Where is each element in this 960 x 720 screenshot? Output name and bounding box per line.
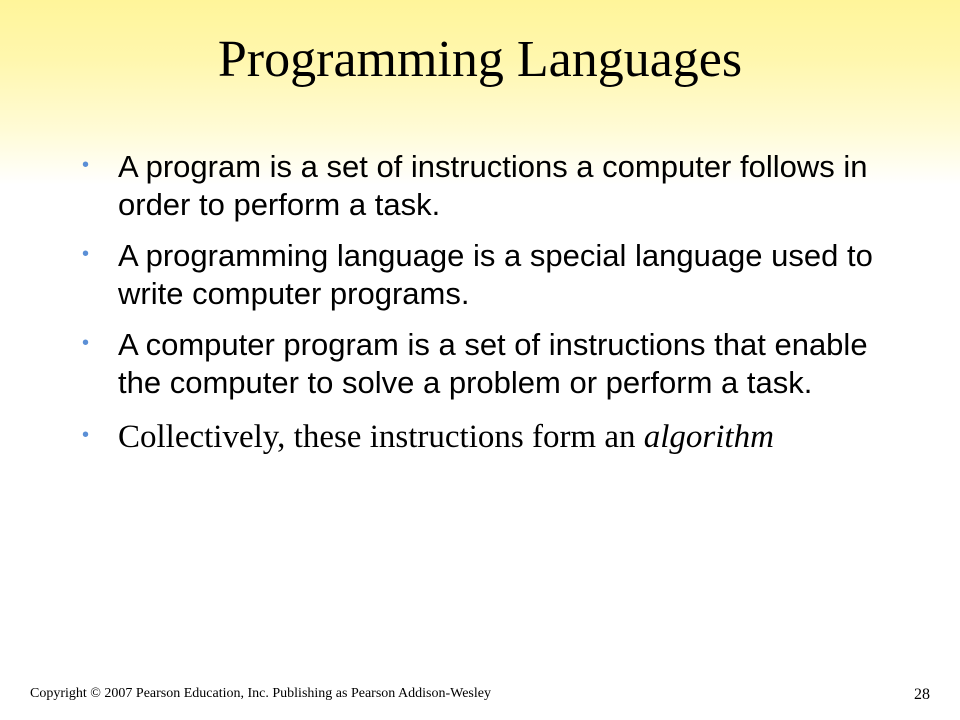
bullet-item [80,326,880,402]
bullet-icon: • [82,154,90,176]
bullet-icon: • [82,332,90,354]
bullet-text: A program is a set of instructions a computer follows in order to perform a task. [118,149,868,222]
bullet-text: Collectively, these instructions form an [118,419,644,455]
copyright-footer: Copyright © 2007 Pearson Education, Inc. Publishing as Pearson Addison-Wesley [30,686,491,701]
slide-title: Programming Languages [217,31,743,88]
bullet-emphasis: algorithm [643,419,774,455]
page-number: 28 [914,686,930,703]
bullet-item [80,148,880,224]
bullet-text: A computer program is a set of instructions that enable the computer to solve a problem or perform a task. [118,327,868,400]
bullet-text: A programming language is a special language used to write computer programs. [118,238,873,311]
bullet-icon: • [82,424,90,446]
bullet-list [80,148,880,456]
bullet-item [80,418,880,456]
bullet-icon: • [82,243,90,265]
bullet-item [80,237,880,313]
